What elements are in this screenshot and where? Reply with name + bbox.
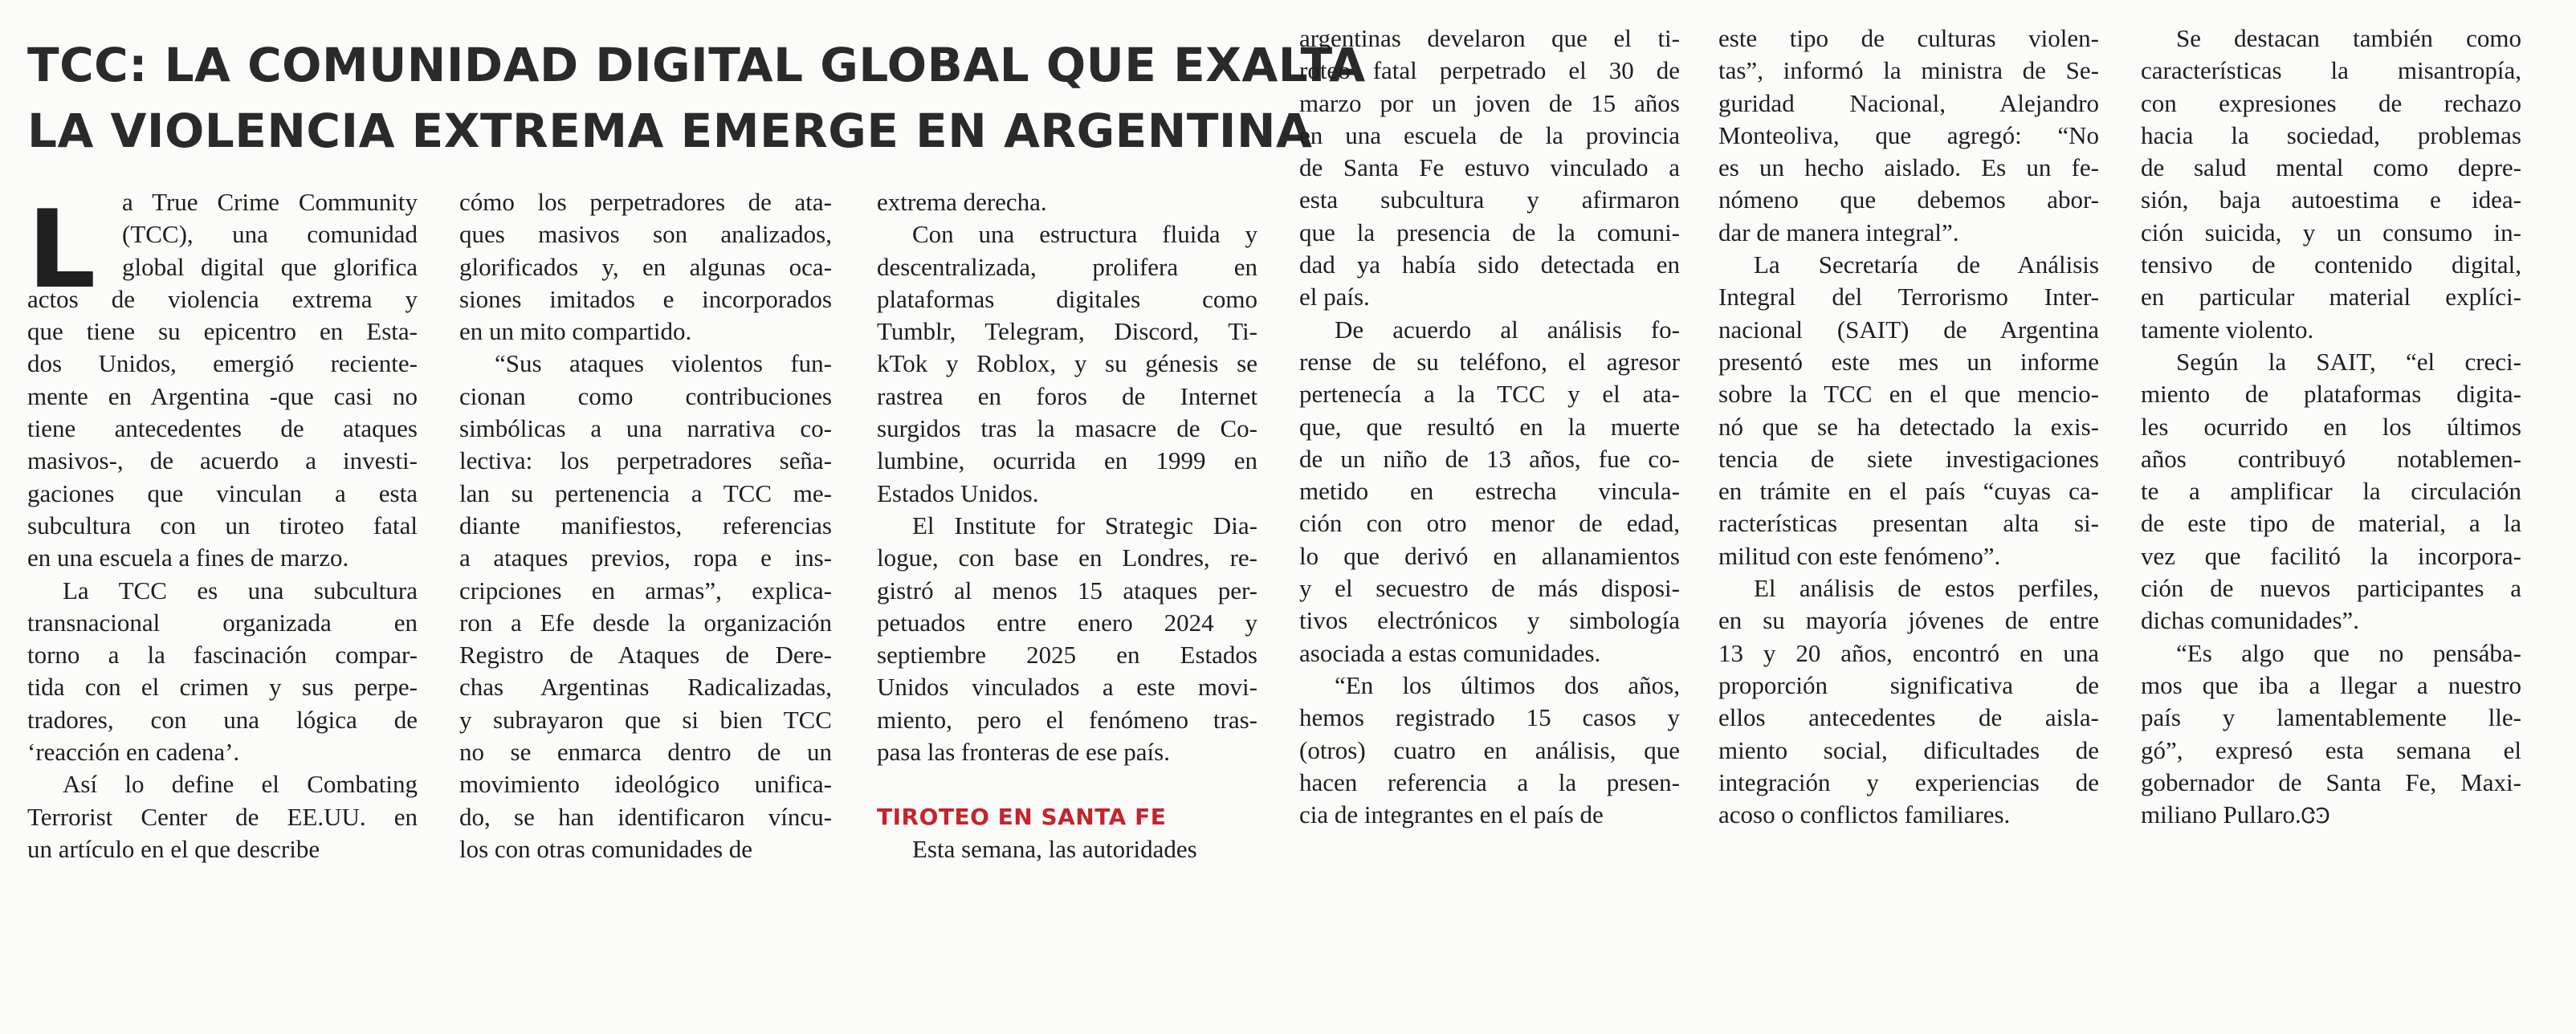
text-line: en una escuela a fines de marzo. <box>27 543 349 572</box>
text-line: miento, pero el fenómeno tras- <box>877 705 1257 734</box>
text-line: años contribuyó notablemen- <box>2141 444 2521 473</box>
text-line: ción suicida, y un consumo in- <box>2141 218 2521 246</box>
text-line: El Institute for Strategic Dia- <box>912 511 1257 539</box>
text-line: transnacional organizada en <box>27 608 418 637</box>
text-line: tensivo de contenido digital, <box>2141 250 2521 279</box>
text-line: ción de nuevos participantes a <box>2141 574 2521 603</box>
text-line: De acuerdo al análisis fo- <box>1335 315 1680 344</box>
text-line: tamente violento. <box>2141 315 2314 344</box>
text-line: chas Argentinas Radicalizadas, <box>459 673 832 702</box>
text-line: presentó este mes un informe <box>1718 347 2099 376</box>
text-line: miento de plataformas digita- <box>2141 380 2521 409</box>
dropcap: L <box>27 187 96 312</box>
text-line: miliano Pullaro.ᏣϿ <box>2141 800 2330 829</box>
text-line: dos Unidos, emergió reciente- <box>27 349 418 378</box>
text-line: sión, baja autoestima e idea- <box>2141 185 2521 214</box>
text-line: en particular material explíci- <box>2141 283 2521 311</box>
text-line: ron a Efe desde la organización <box>459 608 832 637</box>
text-line: Esta semana, las autoridades <box>912 834 1197 863</box>
text-line: lan su pertenencia a TCC me- <box>459 478 832 507</box>
text-line: La TCC es una subcultura <box>63 576 418 605</box>
text-line: Según la SAIT, “el creci- <box>2176 347 2521 376</box>
headline-line: TCC: LA COMUNIDAD DIGITAL GLOBAL QUE EXALTA <box>27 38 1366 92</box>
text-line: es un hecho aislado. Es un fe- <box>1718 153 2099 182</box>
text-line: kTok y Roblox, y su génesis se <box>877 349 1257 378</box>
text-line: simbólicas a una narrativa co- <box>459 414 832 443</box>
spacer <box>877 768 1257 800</box>
text-line: global digital que glorifica <box>122 252 418 281</box>
text-line: rense de su teléfono, el agresor <box>1299 347 1680 376</box>
text-line: Tumblr, Telegram, Discord, Ti- <box>877 317 1257 346</box>
text-line: los con otras comunidades de <box>459 834 753 863</box>
column-4 <box>1299 22 1680 831</box>
text-line: tivos electrónicos y simbología <box>1299 606 1680 635</box>
text-line: dad ya había sido detectada en <box>1299 250 1680 279</box>
text-line: roteo fatal perpetrado el 30 de <box>1299 56 1680 85</box>
text-line: dichas comunidades”. <box>2141 606 2360 635</box>
text-line: que tiene su epicentro en Esta- <box>27 317 418 346</box>
text-line: cripciones en armas”, explica- <box>459 576 832 605</box>
text-line: metido en estrecha vincula- <box>1299 477 1680 506</box>
column-6 <box>2141 22 2521 831</box>
text-line: en una escuela de la provincia <box>1299 120 1680 149</box>
text-line: subcultura con un tiroteo fatal <box>27 511 418 539</box>
text-line: tida con el crimen y sus perpe- <box>27 673 418 702</box>
text-line: pertenecía a la TCC y el ata- <box>1299 380 1680 409</box>
text-line: de salud mental como depre- <box>2141 153 2521 182</box>
headline <box>27 32 1366 164</box>
text-line: de Santa Fe estuvo vinculado a <box>1299 153 1680 182</box>
text-line: “Sus ataques violentos fun- <box>495 349 832 378</box>
text-line: miento social, dificultades de <box>1718 735 2099 764</box>
text-line: racterísticas presentan alta si- <box>1718 509 2099 538</box>
text-line: tas”, informó la ministra de Se- <box>1718 56 2099 85</box>
column-2 <box>459 186 832 865</box>
text-line: Terrorist Center de EE.UU. en <box>27 802 418 831</box>
text-line: a True Crime Community <box>122 188 418 216</box>
text-line: esta subcultura y afirmaron <box>1299 185 1680 214</box>
text-line: descentralizada, prolifera en <box>877 252 1257 281</box>
text-line: hacen referencia a la presen- <box>1299 767 1680 796</box>
text-line: integración y experiencias de <box>1718 767 2099 796</box>
text-line: actos de violencia extrema y <box>27 284 418 313</box>
text-line: en trámite en el país “cuyas ca- <box>1718 477 2099 506</box>
text-line: Integral del Terrorismo Inter- <box>1718 283 2099 311</box>
text-line: Estados Unidos. <box>877 478 1039 507</box>
text-line: un artículo en el que describe <box>27 834 320 863</box>
text-line: ‘reacción en cadena’. <box>27 738 240 767</box>
headline-line: LA VIOLENCIA EXTREMA EMERGE EN ARGENTINA <box>27 104 1313 158</box>
text-line: La Secretaría de Análisis <box>1754 250 2099 279</box>
text-line: septiembre 2025 en Estados <box>877 641 1257 670</box>
text-line: con expresiones de rechazo <box>2141 88 2521 117</box>
text-line: “En los últimos dos años, <box>1335 670 1680 699</box>
text-line: gaciones que vinculan a esta <box>27 478 418 507</box>
text-line: ellos antecedentes de aisla- <box>1718 703 2099 732</box>
text-line: sobre la TCC en el que mencio- <box>1718 380 2099 409</box>
text-line: petuados entre enero 2024 y <box>877 608 1257 637</box>
text-line: plataformas digitales como <box>877 284 1257 313</box>
text-line: mos que iba a llegar a nuestro <box>2141 670 2521 699</box>
text-line: asociada a estas comunidades. <box>1299 638 1601 667</box>
text-line: pasa las fronteras de ese país. <box>877 738 1170 767</box>
text-line: torno a la fascinación compar- <box>27 641 418 670</box>
text-line: de este tipo de material, a la <box>2141 509 2521 538</box>
column-3 <box>877 186 1257 865</box>
text-line: te a amplificar la circulación <box>2141 477 2521 506</box>
text-line: glorificados y, en algunas oca- <box>459 252 832 281</box>
text-line: cómo los perpetradores de ata- <box>459 188 832 216</box>
text-line: proporción significativa de <box>1718 670 2099 699</box>
text-line: dar de manera integral”. <box>1718 218 1959 246</box>
text-line: gó”, expresó esta semana el <box>2141 735 2521 764</box>
text-line: les ocurrido en los últimos <box>2141 412 2521 441</box>
text-line: masivos-, de acuerdo a investi- <box>27 446 418 475</box>
text-line: Con una estructura fluida y <box>912 220 1257 249</box>
text-line: Se destacan también como <box>2176 24 2521 52</box>
text-line: no se enmarca dentro de un <box>459 738 832 767</box>
text-line: extrema derecha. <box>877 188 1047 216</box>
text-line: Unidos vinculados a este movi- <box>877 673 1257 702</box>
text-line: nómeno que debemos abor- <box>1718 185 2099 214</box>
text-line: características la misantropía, <box>2141 56 2521 85</box>
text-line: siones imitados e incorporados <box>459 284 832 313</box>
text-line: que la presencia de la comuni- <box>1299 218 1680 246</box>
text-line: mente en Argentina -que casi no <box>27 381 418 410</box>
text-line: acoso o conflictos familiares. <box>1718 800 2011 829</box>
text-line: lumbine, ocurrida en 1999 en <box>877 446 1257 475</box>
text-line: y subrayaron que si bien TCC <box>459 705 832 734</box>
text-line: vez que facilitó la incorpora- <box>2141 541 2521 570</box>
text-line: este tipo de culturas violen- <box>1718 24 2099 52</box>
text-line: tencia de siete investigaciones <box>1718 444 2099 473</box>
column-1 <box>27 186 418 865</box>
text-line: 13 y 20 años, encontró en una <box>1718 638 2099 667</box>
text-line: diante manifiestos, referencias <box>459 511 832 539</box>
text-line: Registro de Ataques de Dere- <box>459 641 832 670</box>
text-line: lo que derivó en allanamientos <box>1299 541 1680 570</box>
text-line: argentinas develaron que el ti- <box>1299 24 1680 52</box>
text-line: gistró al menos 15 ataques per- <box>877 576 1257 605</box>
text-line: (TCC), una comunidad <box>122 220 418 249</box>
text-line: tiene antecedentes de ataques <box>27 414 418 443</box>
text-line: lectiva: los perpetradores seña- <box>459 446 832 475</box>
text-line: Monteoliva, que agregó: “No <box>1718 120 2099 149</box>
text-line: ques masivos son analizados, <box>459 220 832 249</box>
text-line: guridad Nacional, Alejandro <box>1718 88 2099 117</box>
text-line: hacia la sociedad, problemas <box>2141 120 2521 149</box>
text-line: (otros) cuatro en análisis, que <box>1299 735 1680 764</box>
text-line: el país. <box>1299 283 1370 311</box>
text-line: a ataques previos, ropa e ins- <box>459 543 832 572</box>
text-line: marzo por un joven de 15 años <box>1299 88 1680 117</box>
text-line: en su mayoría jóvenes de entre <box>1718 606 2099 635</box>
text-line: do, se han identificaron víncu- <box>459 802 832 831</box>
text-line: movimiento ideológico unifica- <box>459 770 832 799</box>
text-line: y el secuestro de más disposi- <box>1299 574 1680 603</box>
text-line: nó que se ha detectado la exis- <box>1718 412 2099 441</box>
subheading: TIROTEO EN SANTA FE <box>877 803 1167 830</box>
text-line: en un mito compartido. <box>459 317 692 346</box>
text-line: logue, con base en Londres, re- <box>877 543 1257 572</box>
text-line: ción con otro menor de edad, <box>1299 509 1680 538</box>
text-line: hemos registrado 15 casos y <box>1299 703 1680 732</box>
text-line: rastrea en foros de Internet <box>877 381 1257 410</box>
text-line: país y lamentablemente lle- <box>2141 703 2521 732</box>
text-line: gobernador de Santa Fe, Maxi- <box>2141 767 2521 796</box>
text-line: nacional (SAIT) de Argentina <box>1718 315 2099 344</box>
text-line: de un niño de 13 años, fue co- <box>1299 444 1680 473</box>
end-mark-icon: ᏣϿ <box>2301 804 2330 829</box>
text-line: El análisis de estos perfiles, <box>1754 574 2099 603</box>
text-line: cia de integrantes en el país de <box>1299 800 1604 829</box>
text-line: cionan como contribuciones <box>459 381 832 410</box>
text-line: surgidos tras la masacre de Co- <box>877 414 1257 443</box>
text-line: que, que resultó en la muerte <box>1299 412 1680 441</box>
text-line: tradores, con una lógica de <box>27 705 418 734</box>
text-line: militud con este fenómeno”. <box>1718 541 2001 570</box>
text-line: Así lo define el Combating <box>63 770 418 799</box>
text-line: “Es algo que no pensába- <box>2176 638 2521 667</box>
column-5 <box>1718 22 2099 831</box>
